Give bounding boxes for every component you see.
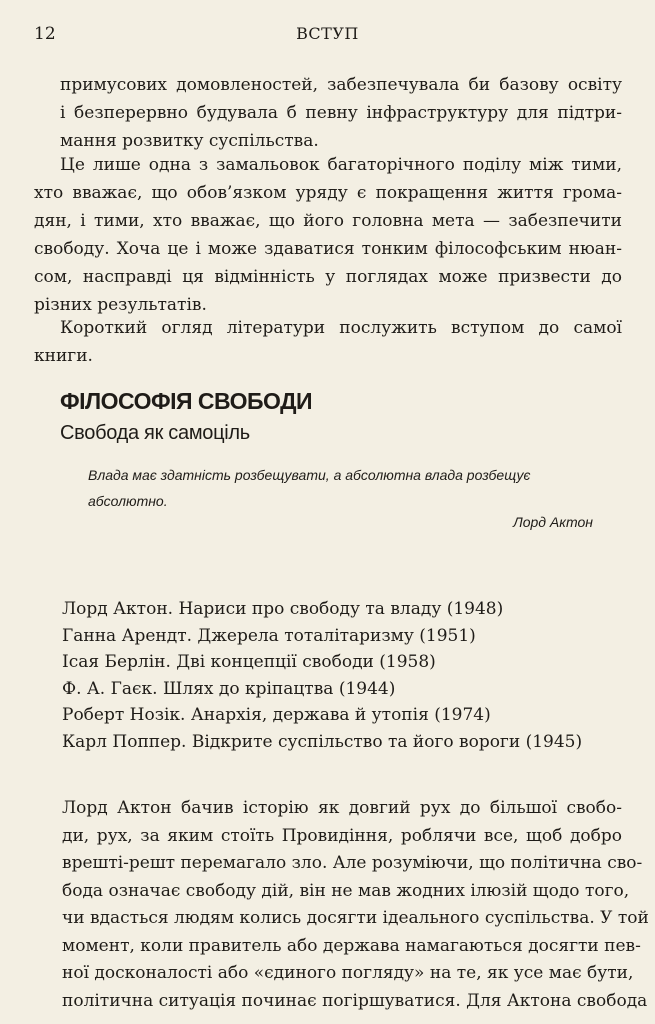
text-line: дян, і тими, хто вважає, що його головна мета — забезпечити	[34, 211, 622, 231]
reading-list-item: Карл Поппер. Відкрите суспільство та його вороги (1945)	[62, 731, 583, 752]
final-paragraph	[62, 795, 649, 1015]
intro-paragraph-3	[34, 314, 622, 370]
text-line: Це лише одна з замальовок багаторічного поділу між тими,	[60, 155, 622, 175]
text-line: і безперервно будувала б певну інфраструктуру для підтри-	[60, 103, 622, 123]
text-line: сом, насправді ця відмінність у поглядах може призвести до	[34, 267, 622, 287]
text-line: чи вдасться людям колись досягти ідеального суспільства. У той	[62, 908, 649, 928]
reading-list-item: Ісая Берлін. Дві концепції свободи (1958)	[62, 652, 436, 672]
text-line: момент, коли правитель або держава намагаються досягти пев-	[62, 935, 641, 956]
epigraph-line: Влада має здатність розбещувати, а абсолютна влада розбещує	[88, 467, 531, 483]
intro-paragraph-1	[60, 71, 622, 155]
text-line: ди, рух, за яким стоїть Провидіння, роблячи все, щоб добро	[62, 825, 622, 846]
reading-list	[62, 596, 582, 755]
text-line: різних результатів.	[34, 295, 207, 315]
text-line: Лорд Актон бачив історію як довгий рух до більшої свобо-	[62, 798, 622, 818]
running-head: ВСТУП	[296, 24, 359, 43]
section-title: ФІЛОСОФІЯ СВОБОДИ	[60, 388, 312, 414]
text-line: Короткий огляд літератури послужить вступом до самої	[60, 318, 622, 338]
text-line: книги.	[34, 346, 93, 366]
text-line: свободу. Хоча це і може здаватися тонким філософським нюан-	[34, 239, 622, 259]
text-line: бода означає свободу дій, він не мав жодних ілюзій щодо того,	[62, 880, 630, 901]
page-number: 12	[34, 24, 56, 44]
epigraph-line: абсолютно.	[88, 493, 168, 509]
text-line: мання розвитку суспільства.	[60, 131, 319, 151]
page-header	[34, 24, 621, 48]
epigraph-author: Лорд Актон	[513, 514, 593, 530]
text-line: хто вважає, що обов’язком уряду є покращення життя грома-	[34, 183, 622, 203]
text-line: політична ситуація починає погіршуватися. Для Актона свобода	[62, 990, 648, 1011]
text-line: ної досконалості або «єдиного погляду» на те, як усе має бути,	[62, 963, 634, 983]
reading-list-item: Роберт Нозік. Анархія, держава й утопія (1974)	[62, 705, 491, 725]
reading-list-item: Ганна Арендт. Джерела тоталітаризму (1951)	[62, 625, 476, 646]
text-line: врешті-решт перемагало зло. Але розуміючи, що політична сво-	[62, 853, 643, 873]
section-subtitle: Свобода як самоціль	[60, 422, 250, 444]
reading-list-item: Лорд Актон. Нариси про свободу та владу (1948)	[62, 599, 504, 619]
reading-list-item: Ф. А. Гаєк. Шлях до кріпацтва (1944)	[62, 678, 396, 699]
epigraph	[88, 462, 618, 514]
intro-paragraph-2	[34, 151, 622, 319]
text-line: примусових домовленостей, забезпечувала би базову освіту	[60, 75, 622, 95]
